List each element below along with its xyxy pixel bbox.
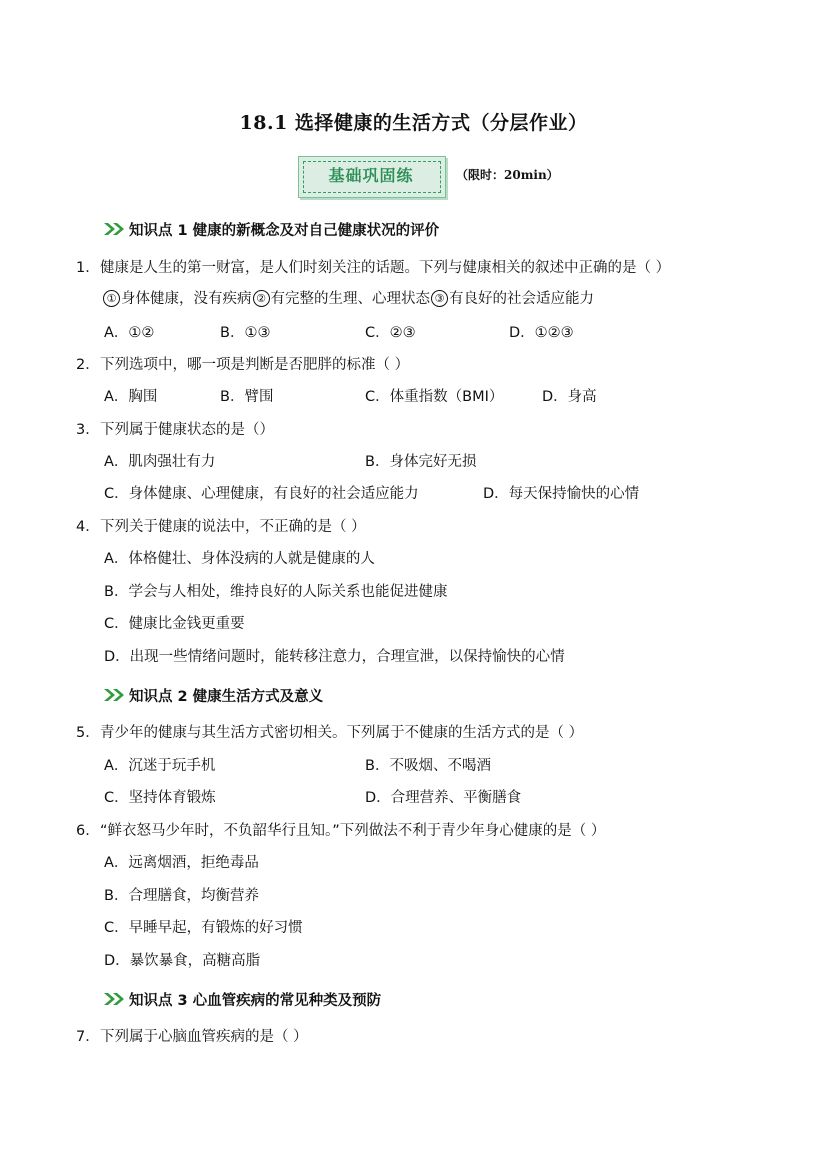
option-b[interactable]: B．身体完好无损 [365, 454, 477, 470]
section-label: 知识点 1 健康的新概念及对自己健康状况的评价 [129, 222, 440, 239]
option-d[interactable]: D．①②③ [509, 325, 574, 341]
section-heading-1 [103, 218, 439, 240]
question-1-statements [102, 289, 594, 309]
option-d[interactable]: D．暴饮暴食，高糖高脂 [104, 953, 261, 969]
question-text: 下列属于健康状态的是（） [100, 422, 274, 438]
circled-number: ① [103, 290, 120, 307]
question-number: 6． [76, 823, 100, 839]
statement-text: 有完整的生理、心理状态 [270, 291, 430, 307]
question-number: 5． [76, 725, 100, 741]
badge-label: 基础巩固练 [328, 166, 414, 185]
option-b[interactable]: B．不吸烟、不喝酒 [365, 758, 491, 774]
option-c[interactable]: C．健康比金钱更重要 [104, 616, 245, 632]
option-b[interactable]: B．合理膳食，均衡营养 [104, 888, 259, 904]
option-c[interactable]: C．②③ [365, 325, 416, 341]
section-label: 知识点 2 健康生活方式及意义 [129, 688, 324, 705]
option-a[interactable]: A．胸围 [104, 389, 158, 405]
option-b[interactable]: B．学会与人相处，维持良好的人际关系也能促进健康 [104, 584, 448, 600]
option-a[interactable]: A．肌肉强壮有力 [104, 454, 216, 470]
option-c[interactable]: C．身体健康、心理健康，有良好的社会适应能力 [104, 486, 419, 502]
question-number: 2． [76, 357, 100, 373]
option-d[interactable]: D．身高 [542, 389, 597, 405]
double-chevron-icon [103, 222, 127, 236]
double-chevron-icon [103, 688, 127, 702]
option-b[interactable]: B．①③ [220, 325, 271, 341]
option-c[interactable]: C．体重指数（BMI） [365, 389, 504, 405]
question-text: 下列关于健康的说法中，不正确的是（ ） [100, 519, 366, 535]
page-title: 18.1 选择健康的生活方式（分层作业） [239, 112, 588, 134]
question-number: 1． [76, 260, 100, 276]
option-a[interactable]: A．体格健壮、身体没病的人就是健康的人 [104, 551, 375, 567]
option-d[interactable]: D．出现一些情绪问题时，能转移注意力，合理宣泄，以保持愉快的心情 [104, 649, 565, 665]
option-a[interactable]: A．沉迷于玩手机 [104, 758, 216, 774]
option-b[interactable]: B．臂围 [220, 389, 274, 405]
question-text: 青少年的健康与其生活方式密切相关。下列属于不健康的生活方式的是（ ） [100, 725, 584, 741]
circled-number: ③ [431, 290, 448, 307]
statement-text: 身体健康，没有疾病 [121, 291, 252, 307]
option-a[interactable]: A．①② [104, 325, 155, 341]
section-heading-3 [103, 988, 381, 1010]
question-text: 下列选项中，哪一项是判断是否肥胖的标准（ ） [100, 357, 410, 373]
option-a[interactable]: A．远离烟酒，拒绝毒品 [104, 855, 259, 871]
circled-number: ② [253, 290, 270, 307]
question-text: “鲜衣怒马少年时，不负韶华行且知。”下列做法不利于青少年身心健康的是（ ） [100, 823, 606, 839]
option-c[interactable]: C．坚持体育锻炼 [104, 790, 216, 806]
option-d[interactable]: D．每天保持愉快的心情 [483, 486, 640, 502]
double-chevron-icon [103, 992, 127, 1006]
question-text: 下列属于心脑血管疾病的是（ ） [100, 1029, 308, 1045]
statement-text: 有良好的社会适应能力 [449, 291, 594, 307]
question-number: 7． [76, 1029, 100, 1045]
question-number: 4． [76, 519, 100, 535]
question-text: 健康是人生的第一财富，是人们时刻关注的话题。下列与健康相关的叙述中正确的是（ ） [100, 260, 671, 276]
question-number: 3． [76, 422, 100, 438]
section-label: 知识点 3 心血管疾病的常见种类及预防 [129, 992, 382, 1009]
time-limit: （限时：20min） [456, 168, 559, 182]
option-c[interactable]: C．早睡早起，有锻炼的好习惯 [104, 920, 303, 936]
section-heading-2 [103, 684, 323, 706]
option-d[interactable]: D．合理营养、平衡膳食 [365, 790, 522, 806]
